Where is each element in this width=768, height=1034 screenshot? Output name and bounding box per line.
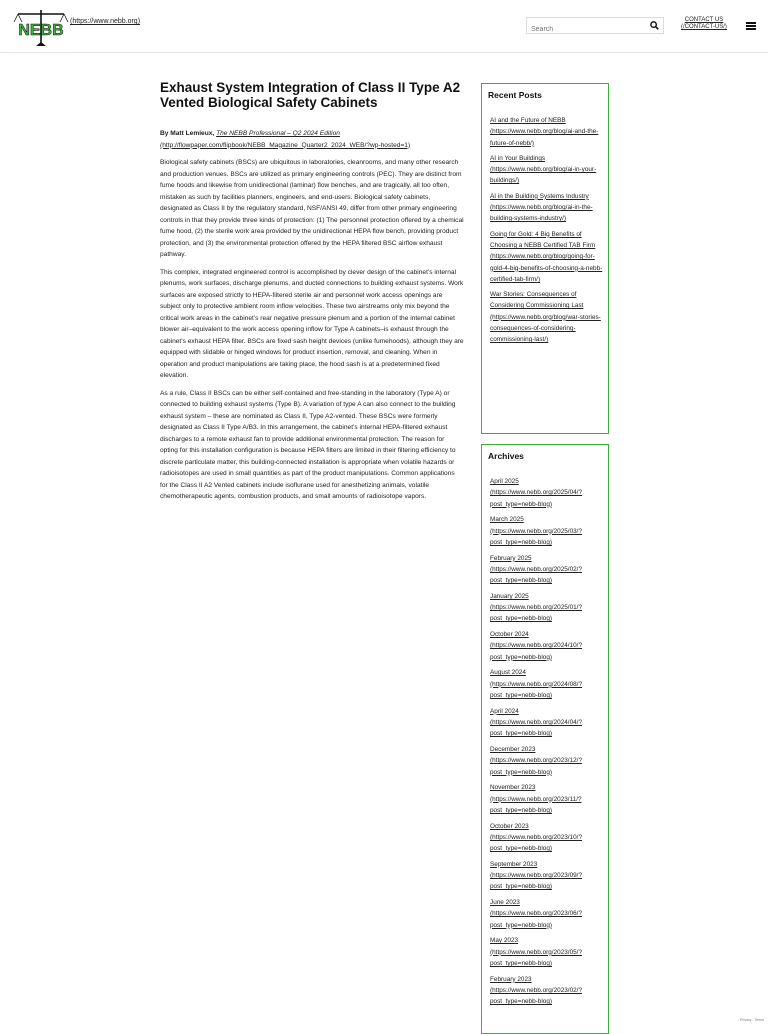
search-box[interactable] (526, 17, 664, 34)
article-paragraph: As a rule, Class II BSCs can be either self-contained and free-standing in the laboratory (Type A) or connected to building exhaust systems (Type B). A variation of type A can also connect to the building exhaust system – these are nominated as Class II, Type A2-vented. These BSCs were formerly designated as Class II Type A/B3. In this arrangement, the cabinet’s internal HEPA-filtered exhaust discharges to a remote exhaust fan to provide additional environmental protection. The reason for opting for this installation configuration is because HEPA filters are limited in their filtering efficiency to discrete particulate matter, this building-connected installation is appropriate when volatile hazards or radioisotopes are used in small quantities as part of the product manipulations. Common applications for the Class II A2 Vented cabinets include isoflurane used for anesthetizing animals, volatile chemotherapeutic agents, combustion products, and small amounts of radioisotope vapors. (160, 389, 456, 500)
archive-link[interactable]: November 2023 (https://www.nebb.org/2023/11/?post_type=nebb-blog) (490, 784, 582, 814)
contact-label: CONTACT US (684, 17, 724, 23)
archives-widget (481, 444, 609, 1034)
search-icon[interactable] (650, 21, 659, 30)
archive-link[interactable]: October 2023 (https://www.nebb.org/2023/10/?post_type=nebb-blog) (490, 822, 583, 853)
recent-post-link[interactable]: War Stories: Consequences of Considering Commissioning Last (https://www.nebb.org/blog/war-stories-consequences-of-considering-commissioning-last/) (490, 291, 601, 344)
article-paragraph: This complex, integrated engineered control is accomplished by clever design of the cabinet’s internal plenums, work surfaces, discharge plenums, and ducted connections to building exhaust systems. Work surfaces are exposed strictly to HEPA-filtered sterile air and personnel work access openings are subject only to protective ambient room inflow velocities. These two airstreams only mix beyond the critical work areas in the cabinet’s rear negative pressure plenum and a portion of the internal cabinet blower air–equivalent to the work access opening inflow for Type A cabinets–is exhaust through the cabinet’s exhaust HEPA filter. BSCs are fixed sash height devices (unlike fumehoods), although they are equipped with slidable or hinged windows for product insertion, removal, and cleaning. When in operation and product manipulations are taking place, the hood sash is at a predetermined fixed elevation. (160, 268, 464, 379)
list-item (490, 859, 603, 893)
archive-link[interactable]: April 2024 (https://www.nebb.org/2024/04/?post_type=nebb-blog) (490, 707, 583, 738)
article-paragraph: Biological safety cabinets (BSCs) are ubiquitous in laboratories, cleanrooms, and many other research and production venues. BSCs are utilized as primary engineering controls (PEC). They are distinct from fume hoods and likewise from unidirectional (laminar) flow benches, and are tragically, all too often, mistaken as such by facilities planners, engineers, and end-users. Biological safety cabinets, designated as Class II by the regulatory standard, NSF/ANSI 49, differ from other primary engineering controls in that they provide three kinds of protection: (1) The personnel protection offered by a chemical fume hood, (2) the sterile work area provided by the unidirectional HEPA flow bench, providing product protection, and (3) the environmental protection offered by the HEPA filtered BSC airflow exhaust pathway. (160, 159, 464, 258)
recent-post-link[interactable]: Going for Gold: 4 Big Benefits of Choosing a NEBB Certified TAB Firm (https://www.nebb.org/blog/going-for-gold-4-big-benefits-of-choosing-a-nebb-certified-tab-firm/) (490, 230, 603, 283)
list-item (490, 514, 603, 548)
archive-link[interactable]: June 2023 (https://www.nebb.org/2023/06/?post_type=nebb-blog) (490, 899, 583, 929)
archives-list (488, 476, 603, 1008)
list-item (490, 821, 603, 855)
article (160, 80, 464, 509)
archive-link[interactable]: September 2023 (https://www.nebb.org/2023/09/?post_type=nebb-blog) (490, 860, 583, 891)
nebb-logo[interactable] (10, 8, 72, 48)
archive-link[interactable]: March 2025 (https://www.nebb.org/2025/03/?post_type=nebb-blog) (490, 516, 583, 546)
search-input[interactable] (527, 22, 641, 37)
archive-link[interactable]: December 2023 (https://www.nebb.org/2023/12/?post_type=nebb-blog) (490, 745, 583, 776)
list-item (490, 782, 603, 816)
list-item (490, 229, 603, 285)
list-item (490, 744, 603, 778)
article-title: Exhaust System Integration of Class II Type A2 Vented Biological Safety Cabinets (160, 80, 461, 110)
list-item (490, 476, 603, 510)
list-item (490, 591, 603, 625)
list-item (490, 706, 603, 740)
list-item (490, 897, 603, 931)
archive-link[interactable]: April 2025 (https://www.nebb.org/2025/04/?post_type=nebb-blog) (490, 478, 583, 508)
archive-link[interactable]: May 2023 (https://www.nebb.org/2023/05/?post_type=nebb-blog) (490, 937, 583, 967)
archive-link[interactable]: February 2025 (https://www.nebb.org/2025/02/?post_type=nebb-blog) (490, 554, 583, 585)
archive-link[interactable]: August 2024 (https://www.nebb.org/2024/08/?post_type=nebb-blog) (490, 669, 583, 699)
hamburger-menu-icon[interactable] (746, 22, 756, 30)
contact-url: (/CONTACT-US/) (681, 24, 727, 30)
recent-post-link[interactable]: AI and the Future of NEBB (https://www.nebb.org/blog/ai-and-the-future-of-nebb/) (490, 117, 599, 147)
recent-posts-title: Recent Posts (488, 90, 542, 100)
logo-text: NEBB (18, 22, 64, 39)
publication-link[interactable]: The NEBB Professional – Q2 2024 Edition (216, 130, 340, 137)
contact-us-link[interactable] (676, 17, 732, 31)
archives-title: Archives (488, 451, 524, 461)
recent-post-link[interactable]: AI in Your Buildings (https://www.nebb.org/blog/ai-in-your-buildings/) (490, 154, 597, 185)
list-item (490, 115, 603, 149)
archive-link[interactable]: January 2025 (https://www.nebb.org/2025/01/?post_type=nebb-blog) (490, 592, 583, 623)
site-header (0, 0, 768, 53)
list-item (490, 935, 603, 969)
byline (160, 128, 464, 151)
recent-posts-list (488, 115, 603, 346)
recent-post-link[interactable]: AI in the Building Systems Industry (https://www.nebb.org/blog/ai-in-the-building-systems-industry/) (490, 192, 593, 223)
list-item (490, 629, 603, 663)
list-item (490, 153, 603, 187)
list-item (490, 191, 603, 225)
archive-link[interactable]: October 2024 (https://www.nebb.org/2024/10/?post_type=nebb-blog) (490, 631, 583, 661)
logo-link[interactable]: (https://www.nebb.org) (70, 18, 141, 25)
list-item (490, 974, 603, 1008)
list-item (490, 289, 603, 345)
list-item (490, 553, 603, 587)
recent-posts-widget (481, 83, 609, 434)
list-item (490, 667, 603, 701)
footer-links[interactable]: Privacy - Terms (739, 1018, 764, 1022)
archive-link[interactable]: February 2023 (https://www.nebb.org/2023/02/?post_type=nebb-blog) (490, 975, 583, 1006)
byline-author: By Matt Lemieux, (160, 130, 215, 137)
publication-url[interactable]: (http://flowpaper.com/flipbook/NEBB_Magazine_Quarter2_2024_WEB/?wp-hosted=1) (160, 141, 411, 149)
